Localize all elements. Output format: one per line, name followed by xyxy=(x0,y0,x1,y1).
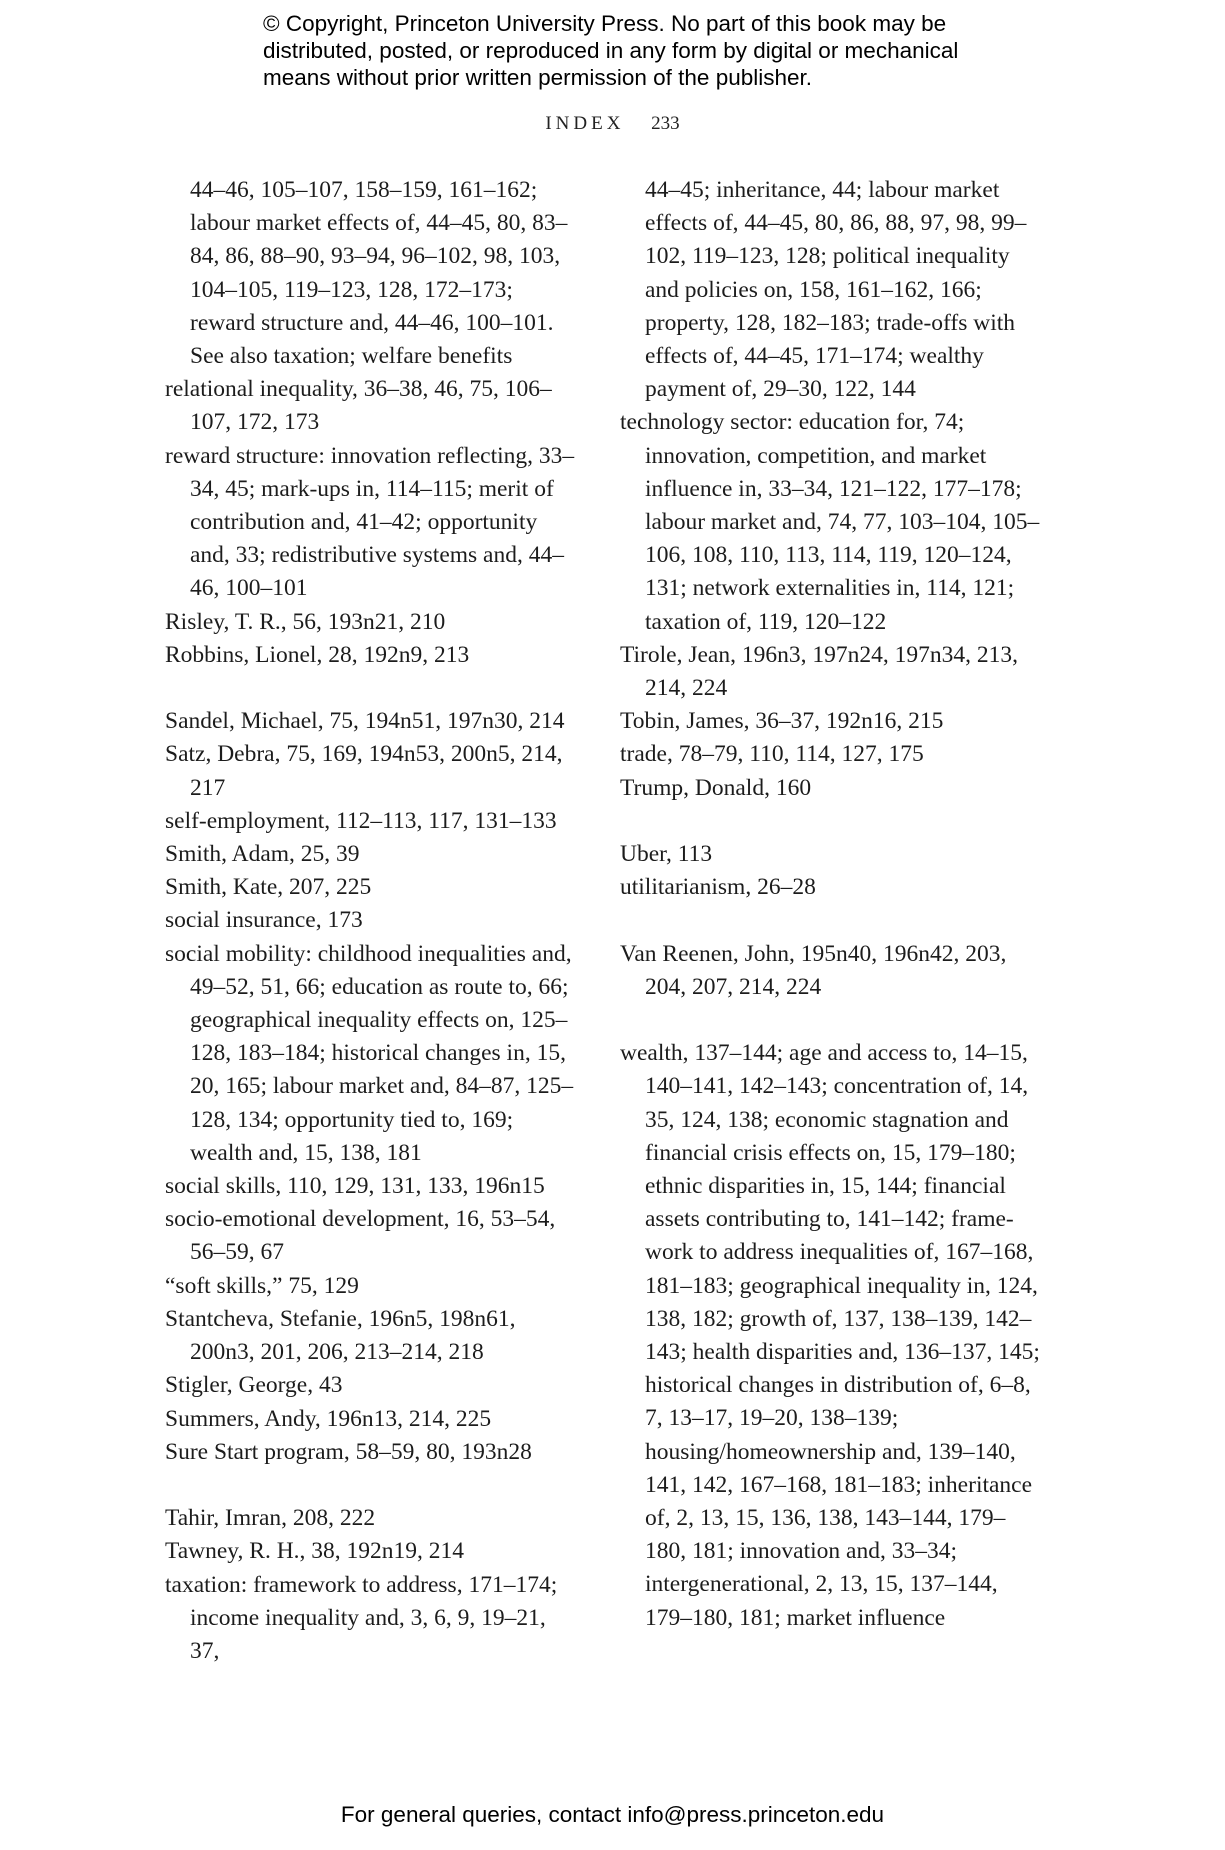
index-entry: taxation: framework to address, 171–174; income inequality and, 3, 6, 9, 19–21, 37, xyxy=(165,1571,558,1664)
index-entry: utilitarianism, 26–28 xyxy=(620,874,816,901)
index-entry: Smith, Kate, 207, 225 xyxy=(165,874,372,901)
letter-group-gap xyxy=(620,1004,1040,1037)
index-entry: technology sector: education for, 74; innovation, competition, and market influence in, 33–34, 121–122, 177–178; labour market and, 74, 77, 103–104, 105–106, 108, 110, 113, 114, 119, 120–124, 131; network externalities in, 114, 121; taxation of, 119, 120–122 xyxy=(620,409,1040,635)
index-entry: socio-emotional development, 16, 53–54, 56–59, 67 xyxy=(165,1206,556,1266)
index-entry: Satz, Debra, 75, 169, 194n53, 200n5, 214, 217 xyxy=(165,741,563,801)
index-column-left xyxy=(165,174,580,1668)
page-number: 233 xyxy=(651,113,680,134)
copyright-notice: © Copyright, Princeton University Press. No part of this book may be distributed, posted, or reproduced in any form by digital or mechanical means without prior written permission of the publisher. xyxy=(263,11,959,90)
letter-group-gap xyxy=(620,805,1040,838)
index-entry: wealth, 137–144; age and access to, 14–15, 140–141, 142–143; concentration of, 14, 35, 124, 138; economic stagnation and financial crisis effects on, 15, 179–180; ethnic disparities in, 15, 144; financial assets contributing to, 141–142; frame-work to address inequalities of, 167–168, 181–183; geographical inequality in, 124, 138, 182; growth of, 137, 138–139, 142–143; health disparities and, 136–137, 145; historical changes in distribution of, 6–8, 7, 13–17, 19–20, 138–139; housing/homeownership and, 139–140, 141, 142, 167–168, 181–183; inheritance of, 2, 13, 15, 136, 138, 143–144, 179–180, 181; innovation and, 33–34; intergenerational, 2, 13, 15, 137–144, 179–180, 181; market influence xyxy=(620,1040,1040,1631)
index-entry: Tobin, James, 36–37, 192n16, 215 xyxy=(620,708,944,735)
index-entry: trade, 78–79, 110, 114, 127, 175 xyxy=(620,741,924,768)
index-entry: Uber, 113 xyxy=(620,841,713,868)
index-entry: relational inequality, 36–38, 46, 75, 106–107, 172, 173 xyxy=(165,376,552,436)
index-entry: Van Reenen, John, 195n40, 196n42, 203, 204, 207, 214, 224 xyxy=(620,940,1007,1000)
index-entry: social insurance, 173 xyxy=(165,907,363,934)
index-entry: “soft skills,” 75, 129 xyxy=(165,1272,359,1299)
index-entry: 44–46, 105–107, 158–159, 161–162; labour market effects of, 44–45, 80, 83–84, 86, 88–90, 93–94, 96–102, 98, 103, 104–105, 119–123, 128, 172–173; reward structure and, 44–46, 100–101. See also taxation; welfare benefits xyxy=(190,177,568,370)
index-entry: Robbins, Lionel, 28, 192n9, 213 xyxy=(165,641,470,668)
index-entry: Sandel, Michael, 75, 194n51, 197n30, 214 xyxy=(165,708,565,735)
index-entry: Tawney, R. H., 38, 192n19, 214 xyxy=(165,1538,465,1565)
index-entry: Trump, Donald, 160 xyxy=(620,774,812,801)
index-entry: self-employment, 112–113, 117, 131–133 xyxy=(165,807,557,834)
index-entry: Stigler, George, 43 xyxy=(165,1372,343,1399)
index-entry: Smith, Adam, 25, 39 xyxy=(165,841,360,868)
index-entry: Tirole, Jean, 196n3, 197n24, 197n34, 213, 214, 224 xyxy=(620,641,1018,702)
letter-group-gap xyxy=(620,904,1040,937)
letter-group-gap xyxy=(165,1469,580,1502)
index-entry: reward structure: innovation reflecting, 33–34, 45; mark-ups in, 114–115; merit of contribution and, 41–42; opportunity and, 33; redistributive systems and, 44–46, 100–101 xyxy=(165,442,575,602)
index-entry: 44–45; inheritance, 44; labour market effects of, 44–45, 80, 86, 88, 97, 98, 99–102, 119–123, 128; political inequality and policies on, 158, 161–162, 166; property, 128, 182–183; trade-offs with effects of, 44–45, 171–174; wealthy payment of, 29–30, 122, 144 xyxy=(645,177,1027,403)
index-entry: social mobility: childhood inequalities and, 49–52, 51, 66; education as route to, 66; geographical inequality effects on, 125–128, 183–184; historical changes in, 15, 20, 165; labour market and, 84–87, 125–128, 134; opportunity tied to, 169; wealth and, 15, 138, 181 xyxy=(165,940,574,1166)
index-column-right xyxy=(620,174,1040,1635)
index-entry: social skills, 110, 129, 131, 133, 196n15 xyxy=(165,1173,545,1200)
index-entry: Risley, T. R., 56, 193n21, 210 xyxy=(165,608,446,635)
running-head-label: INDEX xyxy=(545,113,625,134)
letter-group-gap xyxy=(165,672,580,705)
footer-contact: For general queries, contact info@press.princeton.edu xyxy=(340,1802,885,1827)
index-entry: Tahir, Imran, 208, 222 xyxy=(165,1505,376,1532)
running-head xyxy=(0,113,1225,135)
index-entry: Summers, Andy, 196n13, 214, 225 xyxy=(165,1405,492,1432)
index-entry: Stantcheva, Stefanie, 196n5, 198n61, 200n3, 201, 206, 213–214, 218 xyxy=(165,1305,516,1366)
index-entry: Sure Start program, 58–59, 80, 193n28 xyxy=(165,1438,532,1465)
